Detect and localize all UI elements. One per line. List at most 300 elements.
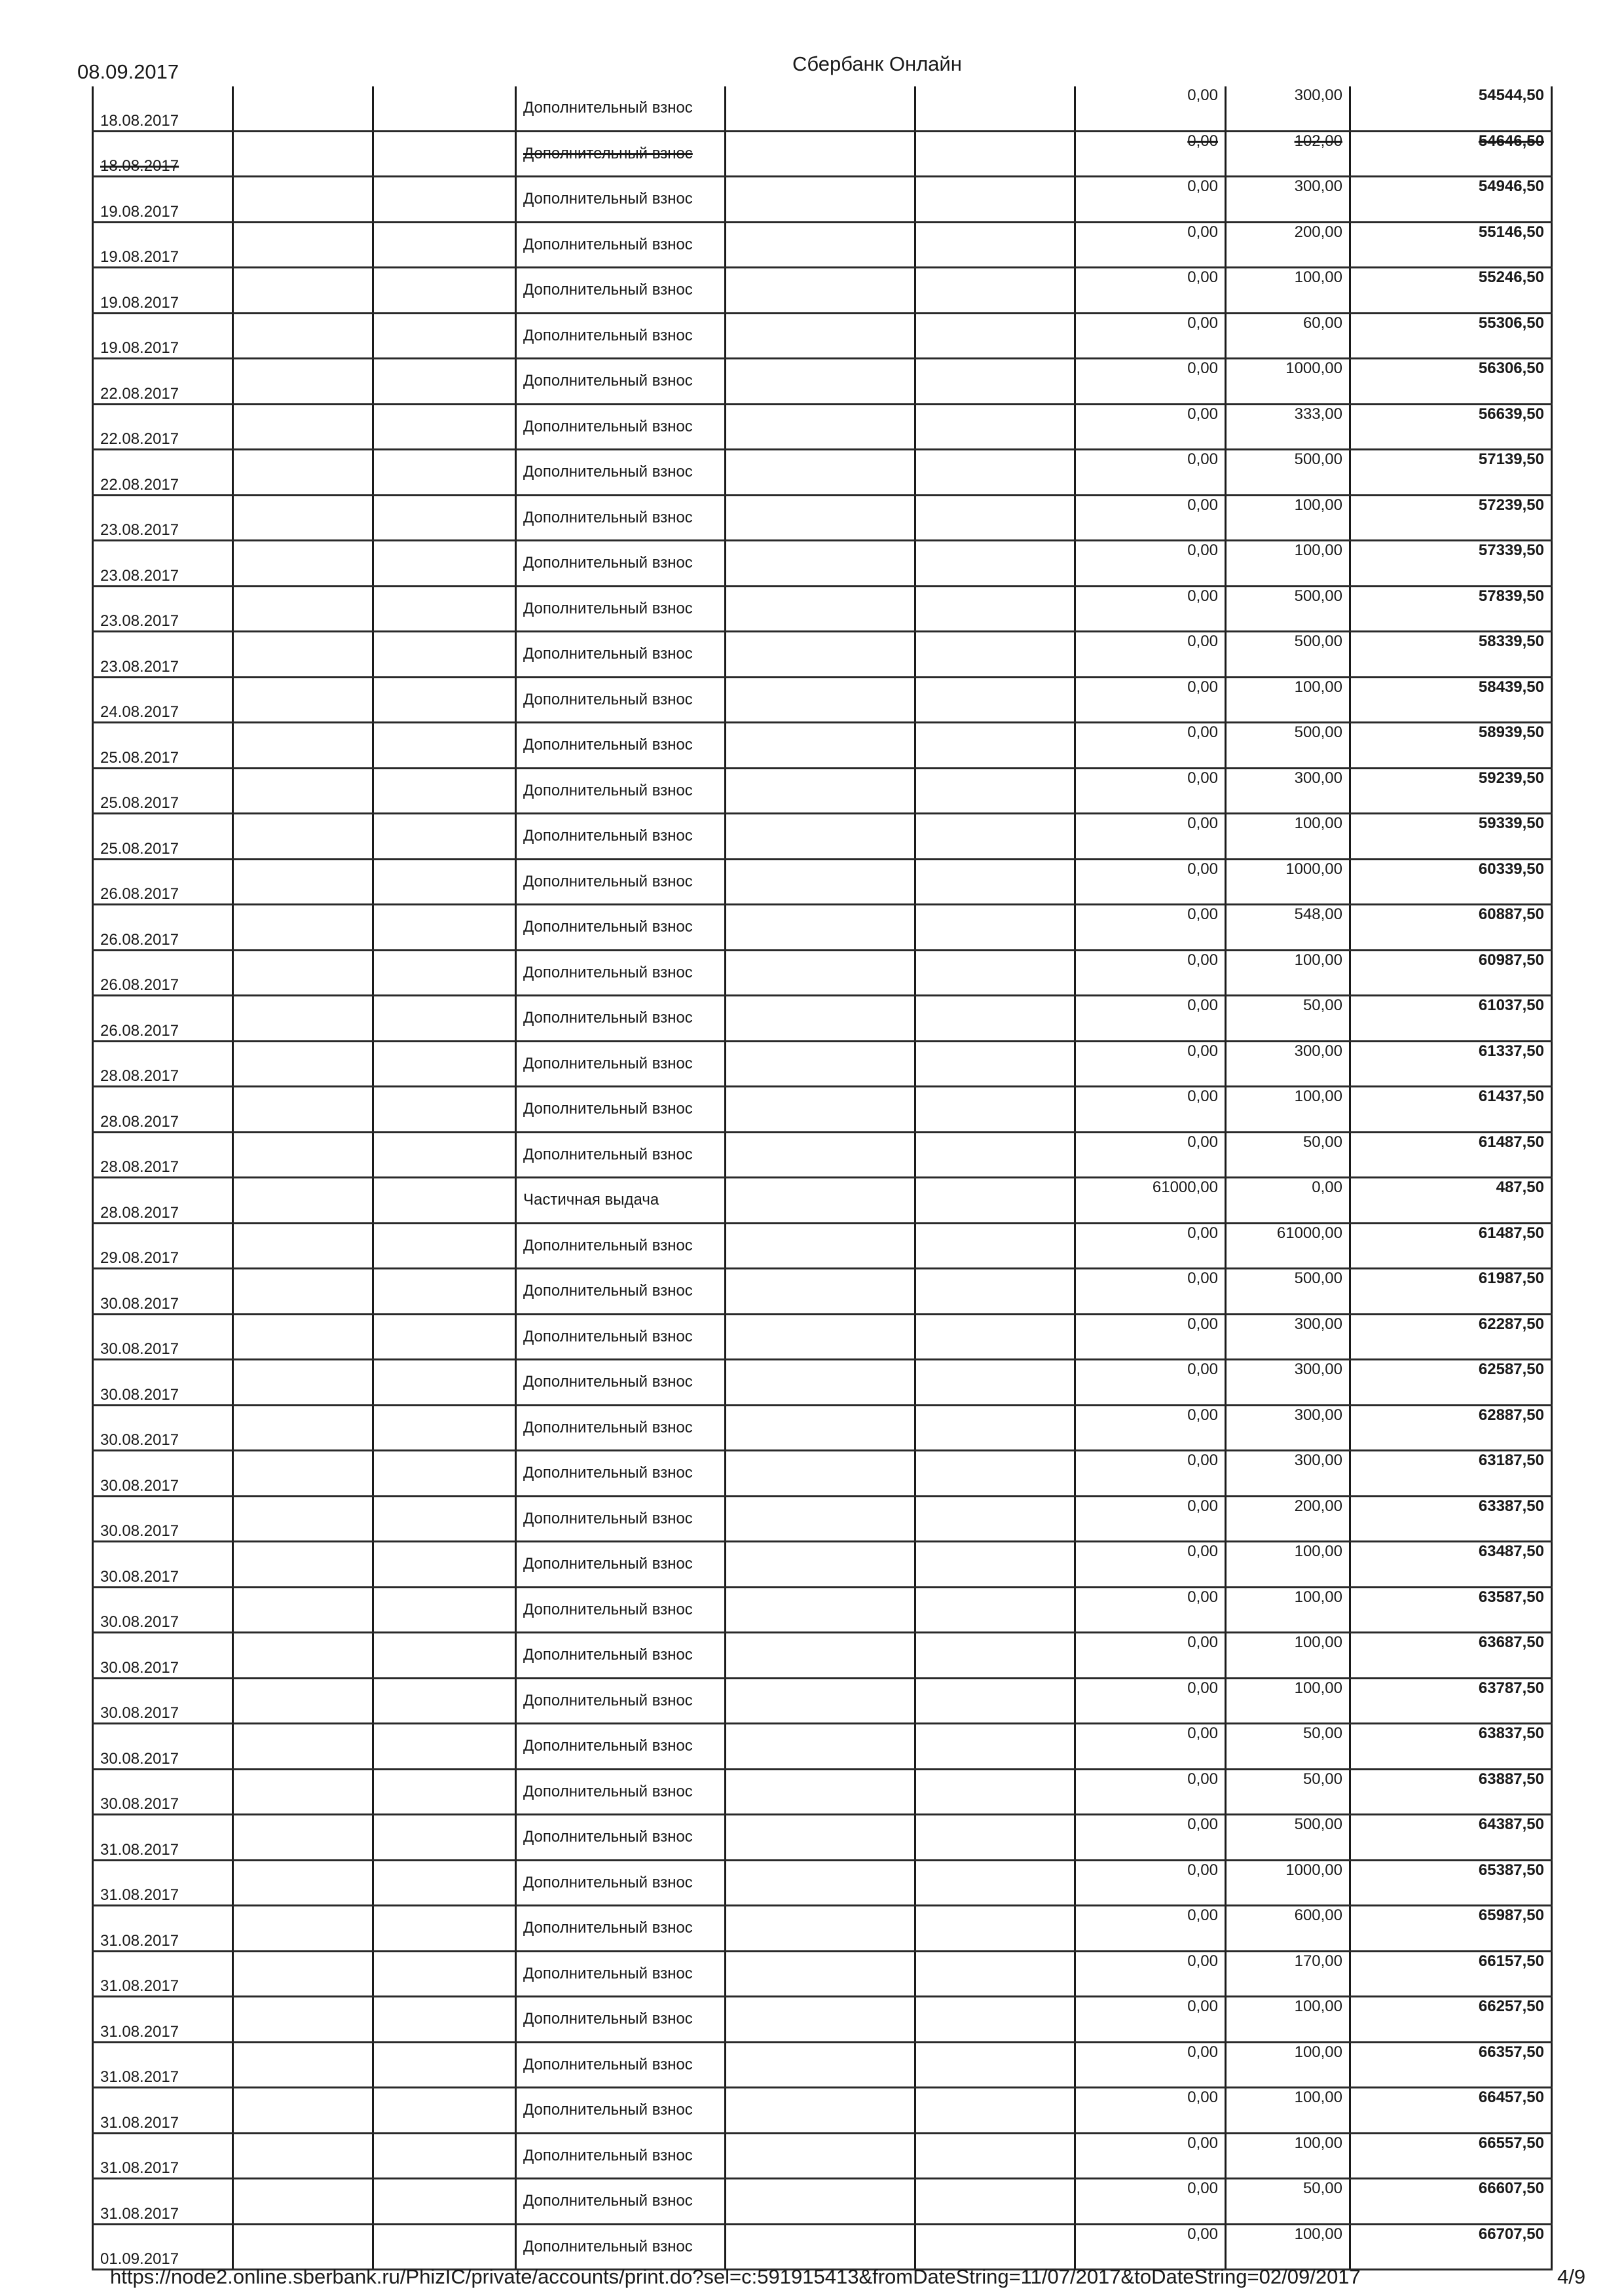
row-empty-cell <box>915 1132 1075 1178</box>
row-credit: 50,00 <box>1226 1132 1350 1178</box>
row-credit: 100,00 <box>1226 1542 1350 1588</box>
row-description: Дополнительный взнос <box>516 1314 726 1360</box>
row-empty-cell <box>233 2133 373 2179</box>
row-empty-cell <box>233 2224 373 2270</box>
row-empty-cell <box>233 1314 373 1360</box>
row-empty-cell <box>726 586 915 632</box>
row-debit: 0,00 <box>1075 2133 1226 2179</box>
row-description: Дополнительный взнос <box>516 1678 726 1724</box>
row-empty-cell <box>373 222 516 268</box>
row-credit: 300,00 <box>1226 177 1350 223</box>
row-empty-cell <box>915 450 1075 496</box>
row-empty-cell <box>373 541 516 587</box>
row-empty-cell <box>373 1997 516 2043</box>
row-empty-cell <box>233 131 373 177</box>
row-description: Дополнительный взнос <box>516 131 726 177</box>
row-balance: 66157,50 <box>1350 1951 1552 1997</box>
row-debit: 0,00 <box>1075 1997 1226 2043</box>
row-empty-cell <box>373 950 516 996</box>
row-date: 19.08.2017 <box>93 177 233 223</box>
row-description: Дополнительный взнос <box>516 404 726 450</box>
row-description: Дополнительный взнос <box>516 1587 726 1633</box>
row-empty-cell <box>726 1906 915 1952</box>
table-row <box>93 86 1552 131</box>
row-empty-cell <box>915 2179 1075 2225</box>
row-credit: 60,00 <box>1226 313 1350 359</box>
row-empty-cell <box>726 1041 915 1087</box>
row-credit: 100,00 <box>1226 814 1350 860</box>
row-empty-cell <box>726 723 915 769</box>
row-description: Дополнительный взнос <box>516 313 726 359</box>
row-balance: 57339,50 <box>1350 541 1552 587</box>
row-empty-cell <box>373 1951 516 1997</box>
table-row <box>93 1178 1552 1224</box>
row-empty-cell <box>233 2042 373 2088</box>
row-empty-cell <box>373 1860 516 1906</box>
row-date: 31.08.2017 <box>93 2042 233 2088</box>
row-debit: 0,00 <box>1075 1451 1226 1497</box>
row-empty-cell <box>233 1906 373 1952</box>
row-empty-cell <box>373 1269 516 1315</box>
table-row <box>93 1815 1552 1861</box>
row-credit: 50,00 <box>1226 2179 1350 2225</box>
row-empty-cell <box>233 1269 373 1315</box>
row-balance: 63487,50 <box>1350 1542 1552 1588</box>
row-empty-cell <box>233 1860 373 1906</box>
row-empty-cell <box>233 86 373 131</box>
row-empty-cell <box>233 1815 373 1861</box>
row-debit: 0,00 <box>1075 359 1226 405</box>
row-empty-cell <box>915 86 1075 131</box>
row-empty-cell <box>726 1951 915 1997</box>
row-description: Дополнительный взнос <box>516 768 726 814</box>
row-description: Дополнительный взнос <box>516 222 726 268</box>
row-balance: 54646,50 <box>1350 131 1552 177</box>
row-description: Дополнительный взнос <box>516 1633 726 1679</box>
row-description: Дополнительный взнос <box>516 268 726 314</box>
row-empty-cell <box>915 1087 1075 1133</box>
table-row <box>93 814 1552 860</box>
table-row <box>93 905 1552 951</box>
table-row <box>93 2042 1552 2088</box>
row-empty-cell <box>373 1087 516 1133</box>
row-credit: 300,00 <box>1226 86 1350 131</box>
row-empty-cell <box>373 1587 516 1633</box>
row-credit: 50,00 <box>1226 996 1350 1042</box>
table-row <box>93 950 1552 996</box>
row-empty-cell <box>726 1997 915 2043</box>
row-date: 31.08.2017 <box>93 1906 233 1952</box>
row-empty-cell <box>233 1360 373 1406</box>
row-date: 30.08.2017 <box>93 1451 233 1497</box>
row-description: Дополнительный взнос <box>516 1269 726 1315</box>
row-debit: 0,00 <box>1075 313 1226 359</box>
row-empty-cell <box>726 950 915 996</box>
row-credit: 500,00 <box>1226 632 1350 678</box>
row-balance: 56639,50 <box>1350 404 1552 450</box>
table-row <box>93 1906 1552 1952</box>
row-description: Дополнительный взнос <box>516 996 726 1042</box>
table-row <box>93 495 1552 541</box>
row-empty-cell <box>373 495 516 541</box>
row-empty-cell <box>233 1223 373 1269</box>
row-credit: 102,00 <box>1226 131 1350 177</box>
row-empty-cell <box>233 495 373 541</box>
row-empty-cell <box>726 768 915 814</box>
row-empty-cell <box>373 1678 516 1724</box>
row-empty-cell <box>233 1587 373 1633</box>
row-empty-cell <box>915 1405 1075 1451</box>
row-description: Дополнительный взнос <box>516 2224 726 2270</box>
row-description: Дополнительный взнос <box>516 859 726 905</box>
print-date: 08.09.2017 <box>77 60 179 83</box>
row-credit: 500,00 <box>1226 586 1350 632</box>
row-balance: 59339,50 <box>1350 814 1552 860</box>
row-balance: 65987,50 <box>1350 1906 1552 1952</box>
row-debit: 0,00 <box>1075 1951 1226 1997</box>
row-empty-cell <box>726 450 915 496</box>
row-empty-cell <box>233 1405 373 1451</box>
row-date: 22.08.2017 <box>93 404 233 450</box>
row-empty-cell <box>373 1223 516 1269</box>
table-row <box>93 131 1552 177</box>
row-date: 24.08.2017 <box>93 677 233 723</box>
row-empty-cell <box>726 632 915 678</box>
row-empty-cell <box>915 1997 1075 2043</box>
table-row <box>93 1951 1552 1997</box>
row-description: Дополнительный взнос <box>516 1815 726 1861</box>
table-row <box>93 359 1552 405</box>
row-empty-cell <box>915 586 1075 632</box>
row-date: 01.09.2017 <box>93 2224 233 2270</box>
row-empty-cell <box>915 1360 1075 1406</box>
row-debit: 0,00 <box>1075 404 1226 450</box>
row-empty-cell <box>726 86 915 131</box>
row-credit: 200,00 <box>1226 1496 1350 1542</box>
row-date: 30.08.2017 <box>93 1496 233 1542</box>
row-credit: 300,00 <box>1226 1451 1350 1497</box>
row-date: 22.08.2017 <box>93 450 233 496</box>
row-date: 31.08.2017 <box>93 2088 233 2134</box>
row-empty-cell <box>915 1451 1075 1497</box>
row-description: Дополнительный взнос <box>516 1724 726 1770</box>
row-empty-cell <box>233 1678 373 1724</box>
row-empty-cell <box>726 2088 915 2134</box>
row-date: 31.08.2017 <box>93 1815 233 1861</box>
row-credit: 0,00 <box>1226 1178 1350 1224</box>
row-date: 30.08.2017 <box>93 1360 233 1406</box>
row-empty-cell <box>373 2224 516 2270</box>
row-credit: 100,00 <box>1226 2088 1350 2134</box>
row-empty-cell <box>726 359 915 405</box>
row-balance: 61987,50 <box>1350 1269 1552 1315</box>
row-description: Дополнительный взнос <box>516 723 726 769</box>
row-empty-cell <box>233 1951 373 1997</box>
row-empty-cell <box>373 1496 516 1542</box>
row-credit: 100,00 <box>1226 2224 1350 2270</box>
row-balance: 63887,50 <box>1350 1769 1552 1815</box>
row-debit: 0,00 <box>1075 1678 1226 1724</box>
row-balance: 57239,50 <box>1350 495 1552 541</box>
row-empty-cell <box>726 1178 915 1224</box>
row-credit: 100,00 <box>1226 1678 1350 1724</box>
row-description: Дополнительный взнос <box>516 2179 726 2225</box>
row-empty-cell <box>726 404 915 450</box>
row-description: Дополнительный взнос <box>516 1542 726 1588</box>
table-row <box>93 1542 1552 1588</box>
row-empty-cell <box>915 859 1075 905</box>
row-debit: 0,00 <box>1075 586 1226 632</box>
row-empty-cell <box>233 1542 373 1588</box>
row-empty-cell <box>373 1132 516 1178</box>
row-credit: 100,00 <box>1226 1997 1350 2043</box>
row-empty-cell <box>233 1132 373 1178</box>
row-balance: 58939,50 <box>1350 723 1552 769</box>
row-balance: 61037,50 <box>1350 996 1552 1042</box>
row-description: Дополнительный взнос <box>516 1496 726 1542</box>
row-empty-cell <box>233 313 373 359</box>
row-credit: 300,00 <box>1226 1314 1350 1360</box>
row-empty-cell <box>373 723 516 769</box>
row-empty-cell <box>233 677 373 723</box>
statement-table <box>92 86 1553 2270</box>
row-empty-cell <box>373 2042 516 2088</box>
row-empty-cell <box>915 1041 1075 1087</box>
row-credit: 100,00 <box>1226 950 1350 996</box>
row-credit: 100,00 <box>1226 2042 1350 2088</box>
row-balance: 60339,50 <box>1350 859 1552 905</box>
row-debit: 0,00 <box>1075 996 1226 1042</box>
row-description: Дополнительный взнос <box>516 1360 726 1406</box>
row-date: 26.08.2017 <box>93 859 233 905</box>
row-debit: 0,00 <box>1075 1724 1226 1770</box>
row-credit: 100,00 <box>1226 1587 1350 1633</box>
row-empty-cell <box>233 541 373 587</box>
row-date: 25.08.2017 <box>93 768 233 814</box>
row-date: 31.08.2017 <box>93 2133 233 2179</box>
row-empty-cell <box>373 1360 516 1406</box>
row-empty-cell <box>233 268 373 314</box>
row-empty-cell <box>373 86 516 131</box>
row-empty-cell <box>915 1496 1075 1542</box>
row-empty-cell <box>915 131 1075 177</box>
row-debit: 0,00 <box>1075 1633 1226 1679</box>
row-description: Дополнительный взнос <box>516 1405 726 1451</box>
row-empty-cell <box>373 1542 516 1588</box>
row-balance: 57139,50 <box>1350 450 1552 496</box>
row-empty-cell <box>373 1405 516 1451</box>
row-description: Дополнительный взнос <box>516 677 726 723</box>
row-description: Дополнительный взнос <box>516 2042 726 2088</box>
row-description: Дополнительный взнос <box>516 177 726 223</box>
table-row <box>93 313 1552 359</box>
table-row <box>93 1132 1552 1178</box>
row-empty-cell <box>915 313 1075 359</box>
row-balance: 56306,50 <box>1350 359 1552 405</box>
row-empty-cell <box>726 814 915 860</box>
row-description: Дополнительный взнос <box>516 1906 726 1952</box>
row-credit: 100,00 <box>1226 268 1350 314</box>
row-empty-cell <box>373 1906 516 1952</box>
row-empty-cell <box>373 859 516 905</box>
row-empty-cell <box>233 905 373 951</box>
row-date: 30.08.2017 <box>93 1405 233 1451</box>
row-empty-cell <box>373 2088 516 2134</box>
row-debit: 0,00 <box>1075 950 1226 996</box>
row-date: 23.08.2017 <box>93 495 233 541</box>
row-description: Дополнительный взнос <box>516 950 726 996</box>
row-empty-cell <box>233 222 373 268</box>
table-row <box>93 632 1552 678</box>
row-balance: 487,50 <box>1350 1178 1552 1224</box>
row-date: 19.08.2017 <box>93 313 233 359</box>
row-balance: 63837,50 <box>1350 1724 1552 1770</box>
row-debit: 0,00 <box>1075 1587 1226 1633</box>
row-description: Дополнительный взнос <box>516 586 726 632</box>
row-empty-cell <box>233 1178 373 1224</box>
row-balance: 62887,50 <box>1350 1405 1552 1451</box>
table-row <box>93 1360 1552 1406</box>
row-balance: 54544,50 <box>1350 86 1552 131</box>
row-debit: 0,00 <box>1075 1496 1226 1542</box>
table-row <box>93 2179 1552 2225</box>
row-credit: 50,00 <box>1226 1769 1350 1815</box>
row-empty-cell <box>233 359 373 405</box>
table-row <box>93 1405 1552 1451</box>
row-description: Дополнительный взнос <box>516 1132 726 1178</box>
row-empty-cell <box>915 541 1075 587</box>
row-empty-cell <box>373 1178 516 1224</box>
row-empty-cell <box>915 996 1075 1042</box>
row-empty-cell <box>233 859 373 905</box>
row-date: 28.08.2017 <box>93 1087 233 1133</box>
row-debit: 0,00 <box>1075 1860 1226 1906</box>
row-empty-cell <box>915 905 1075 951</box>
row-date: 31.08.2017 <box>93 2179 233 2225</box>
table-row <box>93 859 1552 905</box>
row-empty-cell <box>233 404 373 450</box>
row-empty-cell <box>915 404 1075 450</box>
row-date: 30.08.2017 <box>93 1587 233 1633</box>
row-debit: 0,00 <box>1075 1132 1226 1178</box>
table-row <box>93 1269 1552 1315</box>
table-row <box>93 2088 1552 2134</box>
row-credit: 300,00 <box>1226 1405 1350 1451</box>
row-empty-cell <box>726 905 915 951</box>
row-description: Дополнительный взнос <box>516 541 726 587</box>
table-row <box>93 1724 1552 1770</box>
row-debit: 0,00 <box>1075 859 1226 905</box>
table-row <box>93 1041 1552 1087</box>
row-empty-cell <box>233 1724 373 1770</box>
row-date: 31.08.2017 <box>93 1997 233 2043</box>
row-debit: 0,00 <box>1075 268 1226 314</box>
row-empty-cell <box>915 1223 1075 1269</box>
row-description: Дополнительный взнос <box>516 359 726 405</box>
row-credit: 500,00 <box>1226 1269 1350 1315</box>
row-empty-cell <box>915 768 1075 814</box>
row-empty-cell <box>233 996 373 1042</box>
row-balance: 62287,50 <box>1350 1314 1552 1360</box>
row-empty-cell <box>915 495 1075 541</box>
row-empty-cell <box>233 632 373 678</box>
row-balance: 65387,50 <box>1350 1860 1552 1906</box>
row-balance: 61487,50 <box>1350 1132 1552 1178</box>
row-debit: 0,00 <box>1075 1223 1226 1269</box>
row-empty-cell <box>726 177 915 223</box>
row-description: Дополнительный взнос <box>516 1997 726 2043</box>
row-empty-cell <box>726 1314 915 1360</box>
table-row <box>93 450 1552 496</box>
row-empty-cell <box>233 1769 373 1815</box>
row-credit: 1000,00 <box>1226 359 1350 405</box>
row-credit: 50,00 <box>1226 1724 1350 1770</box>
row-date: 23.08.2017 <box>93 586 233 632</box>
table-row <box>93 177 1552 223</box>
row-empty-cell <box>726 1860 915 1906</box>
table-row <box>93 1769 1552 1815</box>
row-description: Дополнительный взнос <box>516 632 726 678</box>
row-debit: 0,00 <box>1075 1360 1226 1406</box>
row-empty-cell <box>233 1997 373 2043</box>
row-empty-cell <box>726 1633 915 1679</box>
row-debit: 0,00 <box>1075 677 1226 723</box>
row-debit: 0,00 <box>1075 2224 1226 2270</box>
row-date: 30.08.2017 <box>93 1269 233 1315</box>
statement-body <box>93 86 1552 2270</box>
row-description: Дополнительный взнос <box>516 1769 726 1815</box>
row-balance: 60987,50 <box>1350 950 1552 996</box>
row-description: Дополнительный взнос <box>516 495 726 541</box>
row-empty-cell <box>915 2042 1075 2088</box>
row-balance: 61337,50 <box>1350 1041 1552 1087</box>
table-row <box>93 1314 1552 1360</box>
table-row <box>93 1087 1552 1133</box>
row-debit: 0,00 <box>1075 1314 1226 1360</box>
row-empty-cell <box>915 1906 1075 1952</box>
row-empty-cell <box>915 632 1075 678</box>
row-empty-cell <box>915 1678 1075 1724</box>
row-date: 26.08.2017 <box>93 905 233 951</box>
row-empty-cell <box>726 1360 915 1406</box>
table-row <box>93 1678 1552 1724</box>
row-date: 28.08.2017 <box>93 1178 233 1224</box>
row-credit: 1000,00 <box>1226 859 1350 905</box>
row-balance: 61487,50 <box>1350 1223 1552 1269</box>
row-description: Дополнительный взнос <box>516 814 726 860</box>
row-debit: 0,00 <box>1075 905 1226 951</box>
row-empty-cell <box>915 950 1075 996</box>
row-empty-cell <box>726 131 915 177</box>
row-empty-cell <box>726 2133 915 2179</box>
row-description: Дополнительный взнос <box>516 450 726 496</box>
table-row <box>93 541 1552 587</box>
row-debit: 61000,00 <box>1075 1178 1226 1224</box>
table-row <box>93 1997 1552 2043</box>
row-credit: 548,00 <box>1226 905 1350 951</box>
row-debit: 0,00 <box>1075 1542 1226 1588</box>
footer-url: https://node2.online.sberbank.ru/PhizIC/private/accounts/print.do?sel=c:591915413&fromDateString=11/07/2017&toDateString=02/09/2017 <box>110 2265 1361 2288</box>
row-empty-cell <box>726 1405 915 1451</box>
row-empty-cell <box>726 541 915 587</box>
row-empty-cell <box>915 1769 1075 1815</box>
row-empty-cell <box>373 359 516 405</box>
table-row <box>93 404 1552 450</box>
row-balance: 66557,50 <box>1350 2133 1552 2179</box>
row-empty-cell <box>915 1951 1075 1997</box>
row-debit: 0,00 <box>1075 1769 1226 1815</box>
row-empty-cell <box>915 677 1075 723</box>
